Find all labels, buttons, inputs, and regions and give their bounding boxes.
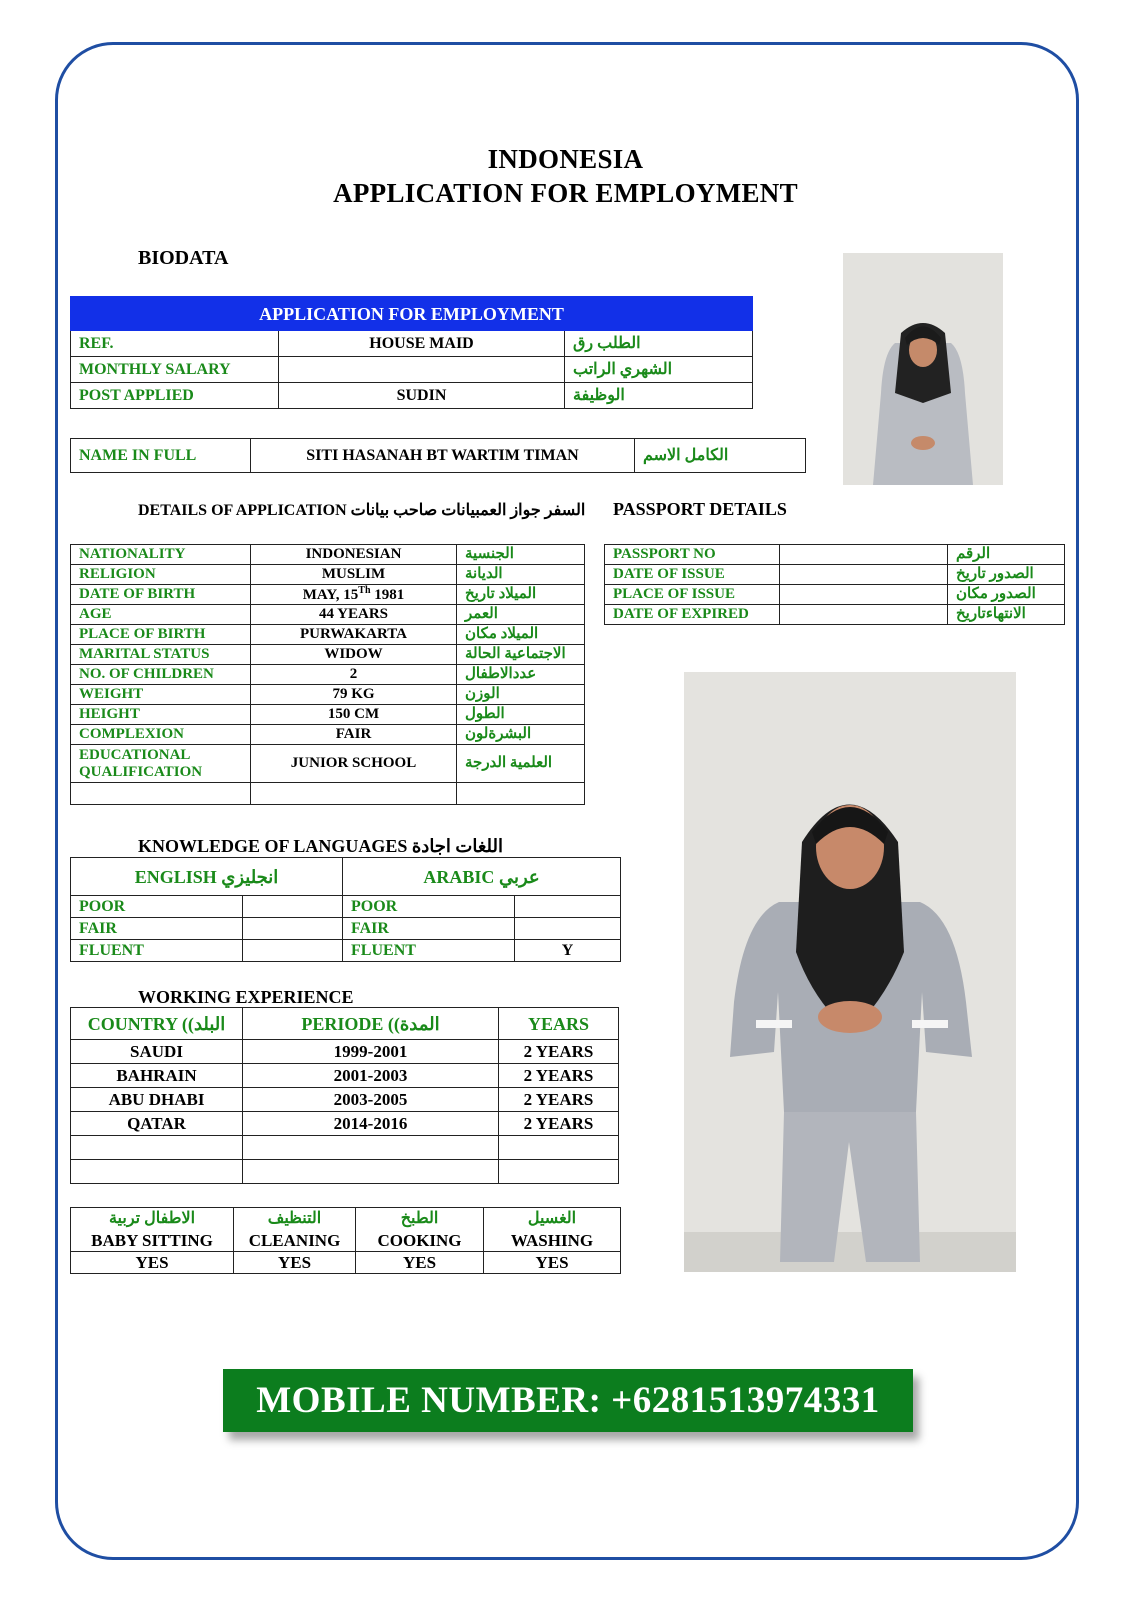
skill-arabic: الغسيل <box>484 1208 621 1230</box>
details-row <box>71 685 585 705</box>
skill-value: YES <box>356 1252 484 1274</box>
detail-label: NO. OF CHILDREN <box>71 665 251 685</box>
passport-value <box>780 565 948 585</box>
detail-label: WEIGHT <box>71 685 251 705</box>
table-row <box>71 1136 619 1160</box>
experience-table <box>70 1007 619 1184</box>
skill-value: YES <box>234 1252 356 1274</box>
detail-arabic: الميلاد مكان <box>457 625 585 645</box>
ref-arabic: الطلب رق <box>565 331 753 357</box>
details-row <box>71 725 585 745</box>
detail-value-text: MAY, 15 <box>302 587 359 603</box>
detail-value: 44 YEARS <box>251 605 457 625</box>
passport-arabic: الرقم <box>948 545 1065 565</box>
details-row <box>71 745 585 783</box>
detail-label-line: EDUCATIONAL <box>79 747 191 763</box>
experience-period: 2001-2003 <box>243 1064 499 1088</box>
detail-value: PURWAKARTA <box>251 625 457 645</box>
details-row <box>71 625 585 645</box>
detail-label: AGE <box>71 605 251 625</box>
name-label: NAME IN FULL <box>71 439 251 473</box>
table-row <box>71 1064 619 1088</box>
monthly-salary-value <box>279 357 565 383</box>
details-table <box>70 544 585 805</box>
detail-value: JUNIOR SCHOOL <box>251 745 457 783</box>
passport-heading: PASSPORT DETAILS <box>613 499 787 519</box>
table-row <box>71 1088 619 1112</box>
skill-arabic: الاطفال تربية <box>71 1208 234 1230</box>
detail-label: PLACE OF BIRTH <box>71 625 251 645</box>
name-table <box>70 438 806 473</box>
passport-value <box>780 605 948 625</box>
experience-years: 2 YEARS <box>499 1064 619 1088</box>
detail-value-text: 1981 <box>370 587 405 603</box>
arabic-level-mark: Y <box>515 940 621 962</box>
passport-row <box>605 565 1065 585</box>
experience-years: 2 YEARS <box>499 1088 619 1112</box>
details-row <box>71 783 585 805</box>
detail-value: 150 CM <box>251 705 457 725</box>
skill-label: BABY SITTING <box>71 1230 234 1252</box>
languages-heading: KNOWLEDGE OF LANGUAGES اللغات اجادة <box>138 836 503 856</box>
experience-heading: WORKING EXPERIENCE <box>138 987 354 1007</box>
language-row <box>71 896 621 918</box>
skill-arabic: الطبخ <box>356 1208 484 1230</box>
passport-arabic: الصدور تاريخ <box>948 565 1065 585</box>
arabic-level-mark <box>515 918 621 940</box>
passport-arabic: الانتهاءتاريخ <box>948 605 1065 625</box>
passport-row <box>605 545 1065 565</box>
portrait-photo <box>843 253 1003 485</box>
passport-label: DATE OF EXPIRED <box>605 605 780 625</box>
detail-value: 79 KG <box>251 685 457 705</box>
passport-table <box>604 544 1065 625</box>
biodata-label: BIODATA <box>138 247 229 269</box>
experience-period: 2014-2016 <box>243 1112 499 1136</box>
country-column-head: COUNTRY ((البلد <box>71 1008 243 1040</box>
detail-value: MUSLIM <box>251 565 457 585</box>
ref-label: REF. <box>71 331 279 357</box>
details-row <box>71 665 585 685</box>
detail-label: RELIGION <box>71 565 251 585</box>
table-row <box>71 1040 619 1064</box>
experience-period: 2003-2005 <box>243 1088 499 1112</box>
skills-table <box>70 1207 621 1274</box>
language-row <box>71 940 621 962</box>
detail-empty <box>71 783 251 805</box>
english-level-label: POOR <box>71 896 243 918</box>
detail-value: 2 <box>251 665 457 685</box>
skills-row <box>71 1252 621 1274</box>
skill-value: YES <box>484 1252 621 1274</box>
full-body-photo <box>684 672 1016 1272</box>
detail-arabic: الديانة <box>457 565 585 585</box>
post-applied-value: SUDIN <box>279 383 565 409</box>
full-body-figure-icon <box>684 672 1016 1272</box>
monthly-salary-arabic: الشهري الراتب <box>565 357 753 383</box>
arabic-level-mark <box>515 896 621 918</box>
details-row <box>71 545 585 565</box>
english-level-mark <box>243 940 343 962</box>
detail-label <box>71 745 251 783</box>
detail-value: INDONESIAN <box>251 545 457 565</box>
period-column-head: PERIODE ((المدة <box>243 1008 499 1040</box>
passport-label: PASSPORT NO <box>605 545 780 565</box>
monthly-salary-label: MONTHLY SALARY <box>71 357 279 383</box>
details-row <box>71 705 585 725</box>
passport-label: DATE OF ISSUE <box>605 565 780 585</box>
skill-value: YES <box>71 1252 234 1274</box>
arabic-level-label: FAIR <box>343 918 515 940</box>
application-table <box>70 296 753 409</box>
english-level-mark <box>243 896 343 918</box>
detail-arabic: الاجتماعية الحالة <box>457 645 585 665</box>
skills-row <box>71 1230 621 1252</box>
skills-row <box>71 1208 621 1230</box>
skill-label: CLEANING <box>234 1230 356 1252</box>
name-value: SITI HASANAH BT WARTIM TIMAN <box>251 439 635 473</box>
english-column-head: ENGLISH انجليزي <box>71 858 343 896</box>
languages-table <box>70 857 621 962</box>
passport-arabic: الصدور مكان <box>948 585 1065 605</box>
detail-arabic: العمر <box>457 605 585 625</box>
application-table-heading: APPLICATION FOR EMPLOYMENT <box>71 297 753 331</box>
experience-country: BAHRAIN <box>71 1064 243 1088</box>
details-row <box>71 565 585 585</box>
detail-value <box>251 585 457 605</box>
arabic-column-head: ARABIC عربي <box>343 858 621 896</box>
post-applied-label: POST APPLIED <box>71 383 279 409</box>
detail-arabic: الجنسية <box>457 545 585 565</box>
page-title: APPLICATION FOR EMPLOYMENT <box>333 178 798 208</box>
detail-label: HEIGHT <box>71 705 251 725</box>
detail-label: MARITAL STATUS <box>71 645 251 665</box>
passport-value <box>780 545 948 565</box>
detail-label-line: QUALIFICATION <box>79 763 203 780</box>
passport-row <box>605 605 1065 625</box>
experience-country: ABU DHABI <box>71 1088 243 1112</box>
detail-arabic: العلمية الدرجة <box>457 745 585 783</box>
portrait-figure-icon <box>843 253 1003 485</box>
passport-row <box>605 585 1065 605</box>
mobile-number-banner: MOBILE NUMBER: +6281513974331 <box>223 1369 913 1432</box>
language-row <box>71 918 621 940</box>
detail-arabic: الميلاد تاريخ <box>457 585 585 605</box>
experience-country: SAUDI <box>71 1040 243 1064</box>
detail-empty <box>457 783 585 805</box>
details-row <box>71 645 585 665</box>
detail-arabic: عددالاطفال <box>457 665 585 685</box>
name-arabic: الكامل الاسم <box>635 439 806 473</box>
detail-label: NATIONALITY <box>71 545 251 565</box>
detail-empty <box>251 783 457 805</box>
ref-value: HOUSE MAID <box>279 331 565 357</box>
post-applied-arabic: الوظيفة <box>565 383 753 409</box>
details-row <box>71 605 585 625</box>
arabic-level-label: POOR <box>343 896 515 918</box>
detail-arabic: البشرةلون <box>457 725 585 745</box>
detail-arabic: الطول <box>457 705 585 725</box>
experience-years: 2 YEARS <box>499 1040 619 1064</box>
detail-label: COMPLEXION <box>71 725 251 745</box>
years-column-head: YEARS <box>499 1008 619 1040</box>
experience-country: QATAR <box>71 1112 243 1136</box>
experience-years: 2 YEARS <box>499 1112 619 1136</box>
passport-label: PLACE OF ISSUE <box>605 585 780 605</box>
arabic-level-label: FLUENT <box>343 940 515 962</box>
table-row <box>71 1160 619 1184</box>
details-heading: DETAILS OF APPLICATION السفر جواز العمبيانات صاحب بيانات <box>138 502 586 519</box>
skill-label: COOKING <box>356 1230 484 1252</box>
country-title: INDONESIA <box>487 144 644 174</box>
english-level-mark <box>243 918 343 940</box>
experience-period: 1999-2001 <box>243 1040 499 1064</box>
english-level-label: FAIR <box>71 918 243 940</box>
details-row <box>71 585 585 605</box>
detail-value: WIDOW <box>251 645 457 665</box>
detail-label: DATE OF BIRTH <box>71 585 251 605</box>
detail-value-sup: Th <box>358 585 371 596</box>
passport-value <box>780 585 948 605</box>
skill-arabic: التنظيف <box>234 1208 356 1230</box>
english-level-label: FLUENT <box>71 940 243 962</box>
detail-arabic: الوزن <box>457 685 585 705</box>
skill-label: WASHING <box>484 1230 621 1252</box>
detail-value: FAIR <box>251 725 457 745</box>
table-row <box>71 1112 619 1136</box>
